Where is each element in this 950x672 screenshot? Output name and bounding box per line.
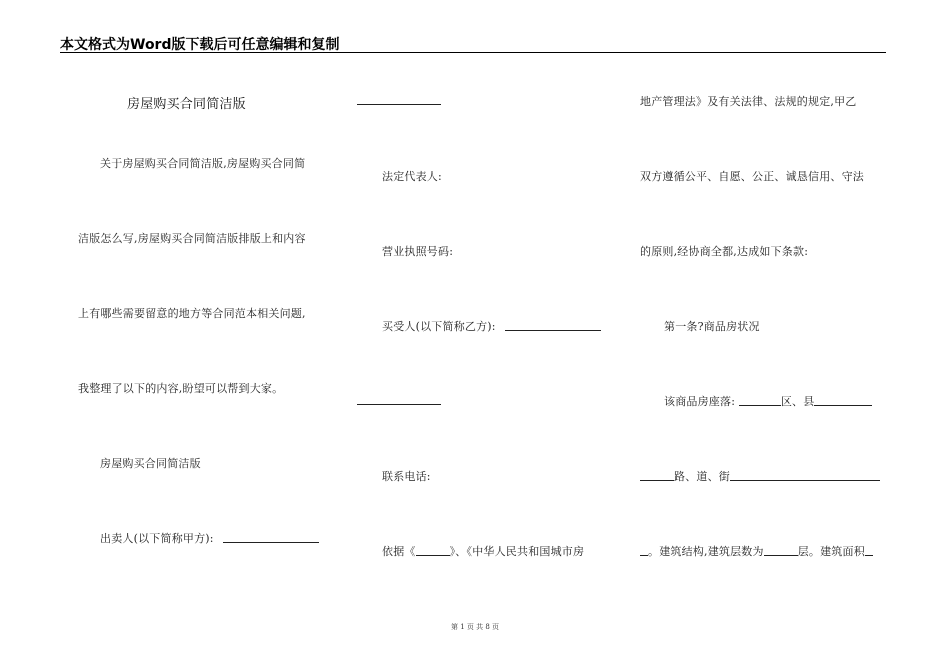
- header-divider: [60, 52, 886, 53]
- article-heading: 第一条?商品房状况: [664, 320, 760, 333]
- body-line: 的原则,经协商全都,达成如下条款:: [640, 245, 809, 258]
- body-line: 关于房屋购买合同简洁版,房屋购买合同简: [100, 157, 306, 170]
- property-location-line: [664, 393, 872, 409]
- legal-representative-label: 法定代表人:: [382, 170, 442, 183]
- street-label: 路、道、街: [674, 470, 730, 483]
- area-label: 层。建筑面积: [797, 545, 865, 558]
- fill-in-blank: [357, 404, 441, 405]
- area-blank: [865, 544, 873, 556]
- seller-blank: [223, 531, 319, 543]
- street-line: [640, 468, 880, 484]
- structure-blank: [640, 544, 648, 556]
- phone-label: 联系电话:: [382, 470, 431, 483]
- buyer-blank: [505, 319, 601, 331]
- legal-basis-line: [382, 543, 584, 559]
- body-line: 双方遵循公平、自愿、公正、诚恳信用、守法: [640, 170, 864, 183]
- buyer-label: 买受人(以下简称乙方):: [382, 320, 496, 333]
- page-number: 第 1 页 共 8 页: [450, 623, 500, 631]
- section-heading: 房屋购买合同简洁版: [100, 457, 201, 470]
- body-line: 地产管理法》及有关法律、法规的规定,甲乙: [640, 95, 857, 108]
- location-label: 该商品房座落:: [664, 395, 736, 408]
- floors-blank: [764, 544, 798, 556]
- law-name-blank: [416, 544, 450, 556]
- body-line: 洁版怎么写,房屋购买合同简洁版排版上和内容: [78, 232, 306, 245]
- legal-basis-part-b: 》、《中华人民共和国城市房: [449, 545, 585, 558]
- document-header-title: 本文格式为Word版下载后可任意编辑和复制: [60, 37, 340, 53]
- structure-label: 。建筑结构,建筑层数为: [648, 545, 764, 558]
- structure-line: [640, 543, 873, 559]
- district-blank: [739, 394, 781, 406]
- seller-field: [100, 530, 319, 546]
- road-blank: [640, 469, 674, 481]
- fill-in-blank: [357, 104, 441, 105]
- document-title: 房屋购买合同简洁版: [127, 97, 246, 112]
- county-blank: [814, 394, 872, 406]
- body-line: 上有哪些需要留意的地方等合同范本相关问题,: [78, 307, 306, 320]
- body-line: 我整理了以下的内容,盼望可以帮到大家。: [78, 382, 284, 395]
- business-license-label: 营业执照号码:: [382, 245, 454, 258]
- legal-basis-part-a: 依据《: [382, 545, 416, 558]
- seller-label: 出卖人(以下简称甲方):: [100, 532, 214, 545]
- buyer-field: [382, 318, 601, 334]
- district-label: 区、县: [780, 395, 815, 408]
- street-blank: [730, 469, 880, 481]
